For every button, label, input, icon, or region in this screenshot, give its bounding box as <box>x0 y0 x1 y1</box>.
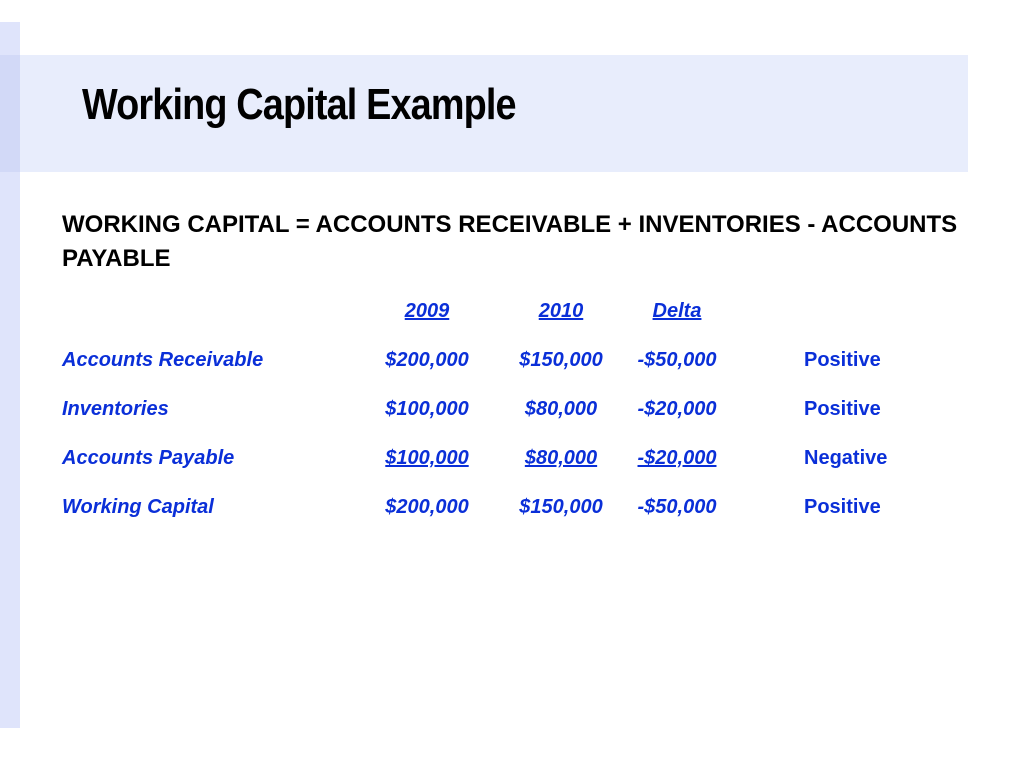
row-label-working-capital: Working Capital <box>62 496 214 518</box>
cell-ap-2010: $80,000 <box>524 447 598 469</box>
cell-inv-2009: $100,000 <box>385 398 469 420</box>
cell-inv-2010: $80,000 <box>524 398 598 420</box>
header-2009: 2009 <box>404 300 450 322</box>
cell-inv-status: Positive <box>804 398 881 420</box>
cell-ap-status: Negative <box>804 447 888 469</box>
header-2010: 2010 <box>538 300 584 322</box>
row-label-accounts-payable: Accounts Payable <box>62 447 235 469</box>
slide-title: Working Capital Example <box>82 80 516 129</box>
row-label-inventories: Inventories <box>62 398 169 420</box>
header-delta: Delta <box>652 300 702 322</box>
cell-ar-2009: $200,000 <box>385 349 469 371</box>
cell-wc-2009: $200,000 <box>385 496 469 518</box>
cell-ap-2009: $100,000 <box>385 447 469 469</box>
left-accent-bar-top <box>0 55 20 172</box>
cell-wc-2010: $150,000 <box>519 496 603 518</box>
cell-ar-status: Positive <box>804 349 881 371</box>
cell-ar-2010: $150,000 <box>519 349 603 371</box>
cell-ap-delta: -$20,000 <box>637 447 717 469</box>
cell-wc-status: Positive <box>804 496 881 518</box>
row-label-accounts-receivable: Accounts Receivable <box>62 349 264 371</box>
cell-wc-delta: -$50,000 <box>637 496 717 518</box>
cell-inv-delta: -$20,000 <box>637 398 717 420</box>
formula-text: WORKING CAPITAL = ACCOUNTS RECEIVABLE + INVENTORIES - ACCOUNTS PAYABLE <box>62 211 958 272</box>
cell-ar-delta: -$50,000 <box>637 349 717 371</box>
